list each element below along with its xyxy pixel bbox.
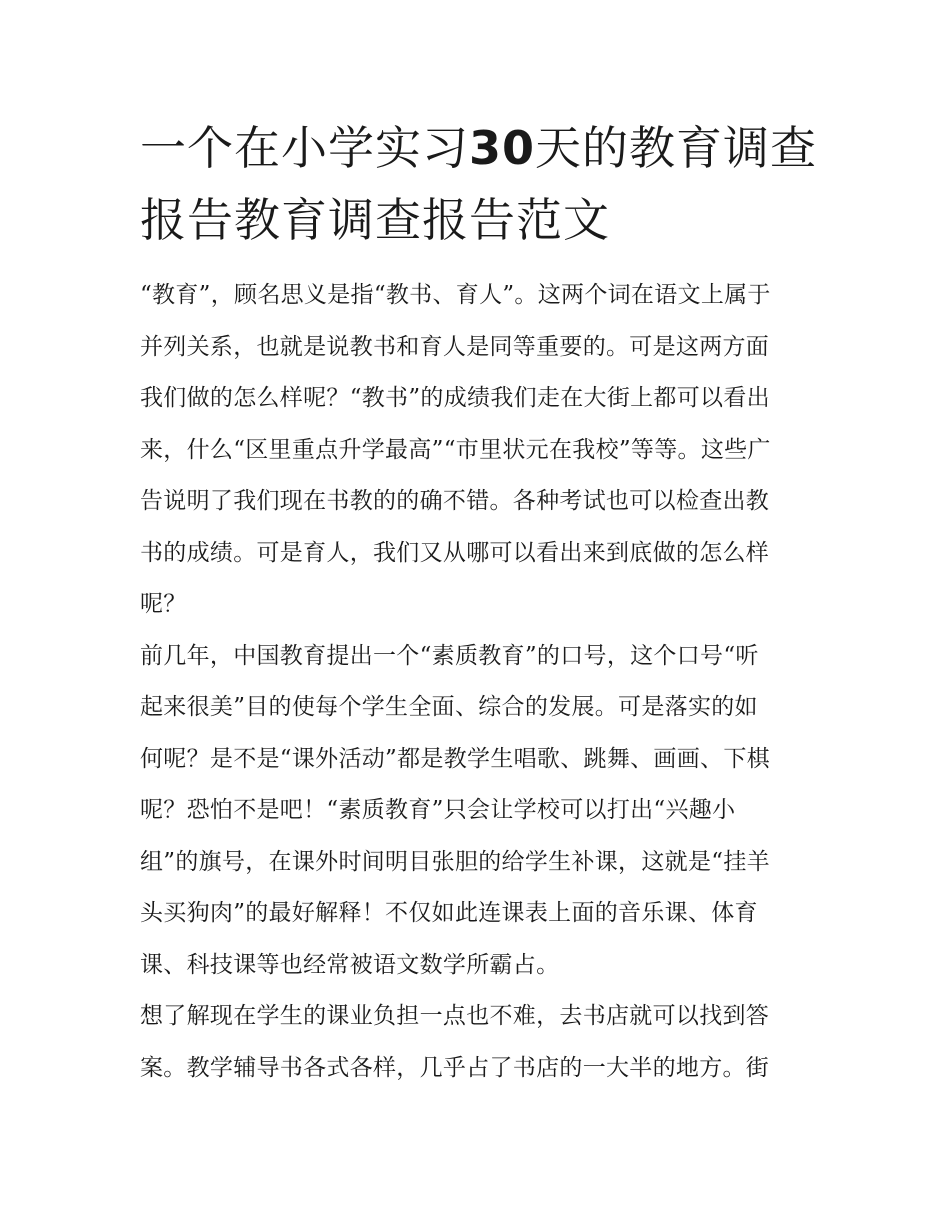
body-line: 并列关系，也就是说教书和育人是同等重要的。可是这两方面 [140, 333, 770, 360]
body-line: 起来很美”目的使每个学生全面、综合的发展。可是落实的如 [140, 694, 758, 720]
title-part-2: 30 [469, 121, 536, 175]
body-line: 来，什么“区里重点升学最高”“市里状元在我校”等等。这些广 [140, 436, 771, 463]
body-line: 书的成绩。可是育人，我们又从哪可以看出来到底做的怎么样 [140, 539, 770, 566]
body-line: “教育”，顾名思义是指“教书、育人”。这两个词在语文上属于 [140, 282, 771, 308]
body-line: 呢？ [140, 591, 187, 617]
body-line: 组”的旗号，在课外时间明目张胆的给学生补课，这就是“挂羊 [140, 848, 770, 875]
body-line: 呢？恐怕不是吧！“素质教育”只会让学校可以打出“兴趣小 [140, 797, 736, 823]
body-line: 头买狗肉”的最好解释！不仅如此连课表上面的音乐课、体育 [140, 900, 758, 926]
document-title [140, 112, 830, 256]
body-line: 何呢？是不是“课外活动”都是教学生唱歌、跳舞、画画、下棋 [140, 745, 770, 772]
title-part-3: 天的教育调查报告教育调查报告范文 [140, 121, 818, 247]
document-body [140, 270, 830, 1094]
body-line: 前几年，中国教育提出一个“素质教育”的口号，这个口号“听 [140, 642, 759, 669]
body-line: 告说明了我们现在书教的的确不错。各种考试也可以检查出教 [140, 488, 770, 514]
title-part-1: 一个在小学实习 [140, 121, 469, 175]
body-line: 课、科技课等也经常被语文数学所霸占。 [140, 951, 560, 978]
body-line: 案。教学辅导书各式各样，几乎占了书店的一大半的地方。街 [140, 1054, 770, 1081]
body-line: 我们做的怎么样呢？“教书”的成绩我们走在大街上都可以看出 [140, 385, 770, 411]
body-line: 想了解现在学生的课业负担一点也不难，去书店就可以找到答 [140, 1003, 770, 1029]
